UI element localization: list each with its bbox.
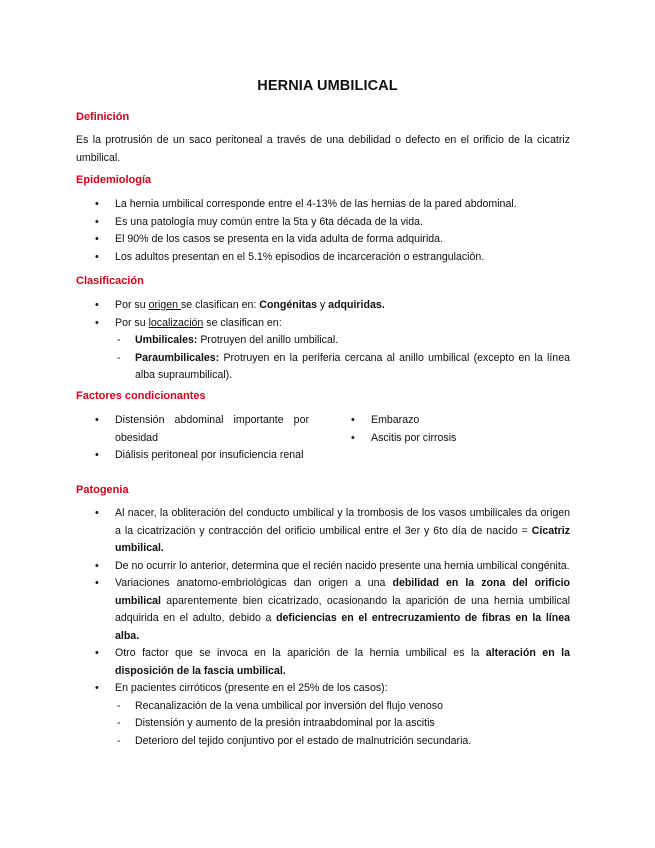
list-item: • La hernia umbilical corresponde entre el 4-13% de las hernias de la pared abdominal. [76,196,570,214]
text: se clasifican en: [180,299,260,311]
bold-term: Congénitas [259,299,317,311]
sub-list-item [115,332,570,350]
heading-patogenia: Patogenia [76,484,129,496]
list-item [76,680,570,750]
heading-factores: Factores condicionantes [76,390,206,402]
list-item: • El 90% de los casos se presenta en la vida adulta de forma adquirida. [76,231,570,249]
text: Por su [115,316,149,329]
list-item: • Es una patología muy común entre la 5ta y 6ta década de la vida. [76,214,570,232]
list-item [76,315,570,385]
factores-left-list [76,412,309,465]
text: Por su [115,299,149,311]
text: Protruyen del anillo umbilical. [197,334,339,346]
text: Al nacer, la obliteración del conducto umbilical y la trombosis de los vasos umbilicales da origen a la cicatrización y contracción del orificio umbilical entre el 3er y 6to día de nacido = [115,507,570,537]
bold-term: Umbilicales: [135,334,198,346]
underlined-term: origen [148,299,181,311]
text: Variaciones anatomo-embriológicas dan origen a una [115,577,393,589]
clasificacion-sublist [115,332,570,385]
sub-list-item: - Distensión y aumento de la presión intraabdominal por la ascitis [115,715,570,733]
bold-term: alteración en la disposición de la fascia umbilical. [115,647,570,677]
list-item: • De no ocurrir lo anterior, determina que el recién nacido presente una hernia umbilical congénita. [76,558,570,576]
text: En pacientes cirróticos (presente en el 25% de los casos): [115,682,388,694]
text: se clasifican en: [203,316,282,329]
bold-term: deficiencias en el entrecruzamiento de fibras en la línea alba. [115,612,570,642]
factores-right-list [332,412,571,447]
patogenia-sublist [115,698,570,751]
list-item [76,505,570,558]
list-item: • Diálisis peritoneal por insuficiencia renal [76,447,309,465]
list-item: • Embarazo [332,412,571,430]
list-item: • Ascitis por cirrosis [332,430,571,448]
page-title: HERNIA UMBILICAL [257,78,398,94]
sub-list-item [115,350,570,385]
list-item: • Los adultos presentan en el 5.1% episodios de incarceración o estrangulación. [76,249,570,267]
sub-list-item: - Recanalización de la vena umbilical por inversión del flujo venoso [115,698,570,716]
bold-term: debilidad en la zona del orificio umbilical [115,577,570,607]
underlined-term: localización [148,316,204,329]
clasificacion-list [76,297,570,385]
text: aparentemente bien cicatrizado, ocasionando la aparición de una hernia umbilical adquirida en el adulto, debido a [115,594,570,624]
bold-term: adquiridas. [328,299,385,311]
text: y [316,299,329,311]
bold-term: Paraumbilicales: [135,351,220,364]
list-item [76,645,570,680]
patogenia-list [76,505,570,750]
bold-term: Cicatriz umbilical. [115,524,570,554]
list-item [76,297,570,315]
heading-clasificacion: Clasificación [76,275,144,287]
factores-left-column [76,412,309,465]
heading-definicion: Definición [76,111,130,123]
sub-list-item: - Deterioro del tejido conjuntivo por el estado de malnutrición secundaria. [115,733,570,751]
text: Protruyen en la periferia cercana al anillo umbilical (excepto en la línea alba supraumbilical). [135,351,570,381]
list-item [76,575,570,645]
heading-epidemiologia: Epidemiología [76,174,152,186]
definicion-text: Es la protrusión de un saco peritoneal a través de una debilidad o defecto en el orificio de la cicatriz umbilical. [76,134,570,164]
text: Otro factor que se invoca en la aparición de la hernia umbilical es la [115,647,486,659]
list-item: • Distensión abdominal importante por obesidad [76,412,309,447]
factores-right-column [332,412,571,447]
epidemiologia-list [76,196,570,266]
